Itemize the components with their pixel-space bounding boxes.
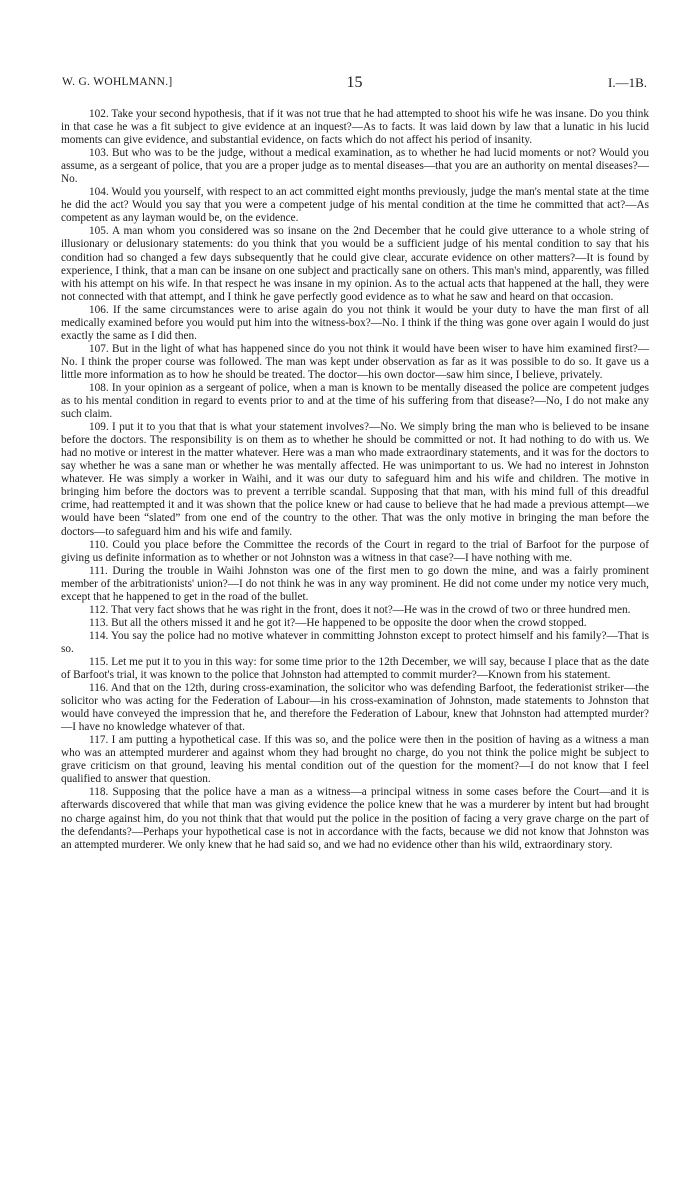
paragraph-104: 104. Would you yourself, with respect to an act committed eight months previously, judge the man's mental state at the time he did the act? Would you say that you were a competent judge of his mental condition at the time he committed that act?—As competent as any layman would be, on the evidence.	[61, 186, 649, 225]
paragraph-113: 113. But all the others missed it and he got it?—He happened to be opposite the door when the crowd stopped.	[89, 616, 587, 629]
paragraph-103: 103. But who was to be the judge, without a medical examination, as to whether he had lucid moments or not? Would you assume, as a sergeant of police, that you are a proper judge as to mental diseases—that you are an authority on mental diseases?—No.	[61, 147, 649, 186]
paragraph-105: 105. A man whom you considered was so insane on the 2nd December that he could give utterance to a whole string of illusionary or delusionary statements: do you think that you would be a sufficient judge of his mental condition to say that his condition had so changed a few days subsequently that he could give clear, accurate evidence on other matters?—It is found by experience, I think, that a man can be insane on one subject and practically sane on others. This man's mind, apparently, was filled with his attempt on his wife. In that respect he was insane in my opinion. As to the actual acts that happened at the hall, they were not connected with that attempt, and I think he gave perfectly good evidence as to what he saw and heard on that occasion.	[61, 225, 649, 303]
document-reference: I.—1B.	[608, 75, 647, 90]
header-witness-name: W. G. WOHLMANN.]	[62, 76, 173, 88]
paragraph-112: 112. That very fact shows that he was right in the front, does it not?—He was in the crowd of two or three hundred men.	[89, 603, 631, 616]
paragraph-102: 102. Take your second hypothesis, that if it was not true that he had attempted to shoot his wife he was insane. Do you think in that case he was a fit subject to give evidence at an inquest?—As to facts. It was laid down by law that a lunatic in his lucid moments can give evidence, and substantial evidence, on facts which do not affect his period of insanity.	[61, 108, 649, 147]
paragraph-107: 107. But in the light of what has happened since do you not think it would have been wiser to have him examined first?—No. I think the proper course was followed. The man was kept under observation as far as it was possible to do so. It gave us a little more information as to how he should be treated. The doctor—his own doctor—saw him since, I believe, privately.	[61, 342, 649, 381]
paragraph-109: 109. I put it to you that that is what your statement involves?—No. We simply bring the man who is believed to be insane before the doctors. The responsibility is on them as to whether he should be committed or not. It had nothing to do with us. We had no motive or interest in the matter whatever. Here was a man who made extraordinary statements, and it was for the doctors to say whether he was a sane man or whether he was mentally affected. He was unimportant to us. We had no interest in Johnston whatever. He was simply a worker in Waihi, and it was our duty to safeguard him and his wife and children. The motive in bringing him before the doctors was to prevent a terrible scandal. Supposing that that man, with his mind full of this dreadful crime, had reattempted it and it was shown that the police knew or had cause to believe that he had made a previous attempt—we would have been “slated” from one end of the country to the other. That was the only motive in bringing the man before the doctors—to safeguard him and his wife and family.	[61, 421, 649, 538]
paragraph-110: 110. Could you place before the Committee the records of the Court in regard to the trial of Barfoot for the purpose of giving us definite information as to whether or not Johnston was a witness in that case?—I have nothing with me.	[61, 538, 649, 564]
paragraph-117: 117. I am putting a hypothetical case. If this was so, and the police were then in the position of having as a witness a man who was an attempted murderer and against whom they had brought no charge, do you not think the police might be subject to grave criticism on that ground, leaving his mental condition out of the question for the moment?—I do not know that I feel qualified to answer that question.	[61, 734, 649, 786]
paragraph-106: 106. If the same circumstances were to arise again do you not think it would be your duty to have the man first of all medically examined before you would put him into the witness-box?—No. I think if the thing was gone over again I would do just exactly the same as I did then.	[61, 303, 649, 342]
page-header	[62, 74, 647, 94]
paragraph-115: 115. Let me put it to you in this way: for some time prior to the 12th December, we will say, because I place that as the date of Barfoot's trial, it was known to the police that Johnston had attempted to commit murder?—Known from his statement.	[61, 655, 649, 682]
paragraph-118: 118. Supposing that the police have a man as a witness—a principal witness in some cases before the Court—and it is afterwards discovered that while that man was giving evidence the police knew that he was a murderer by intent but had brought no charge against him, do you not think that that would put the police in the position of facing a very grave charge on the part of the defendants?—Perhaps your hypothetical case is not in accordance with the facts, because we did not know that Johnston was an attempted murderer. We only knew that he had said so, and we had no evidence other than his wild, extraordinary story.	[61, 786, 649, 851]
testimony-text	[61, 108, 649, 852]
paragraph-111: 111. During the trouble in Waihi Johnston was one of the first men to go down the mine, and was a fairly prominent member of the arbitrationists' union?—I do not think he was in any way prominent. He did not come under my notice very much, except that he happened to get in the road of the bullet.	[61, 564, 649, 603]
page-number: 15	[346, 74, 363, 91]
paragraph-108: 108. In your opinion as a sergeant of police, when a man is known to be mentally diseased the police are competent judges as to his mental condition in regard to events prior to and at the time of his suffering from that disease?—No, I do not make any such claim.	[61, 381, 649, 421]
paragraph-114: 114. You say the police had no motive whatever in committing Johnston except to protect himself and his family?—That is so.	[61, 629, 649, 655]
paragraph-116: 116. And that on the 12th, during cross-examination, the solicitor who was defending Barfoot, the federationist striker—the solicitor who was acting for the Federation of Labour—in his cross-examination of Johnston, made statements to Johnston that would have conveyed the impression that he, and therefore the Federation of Labour, knew that Johnston had attempted murder?—I have no knowledge whatever of that.	[61, 682, 649, 734]
